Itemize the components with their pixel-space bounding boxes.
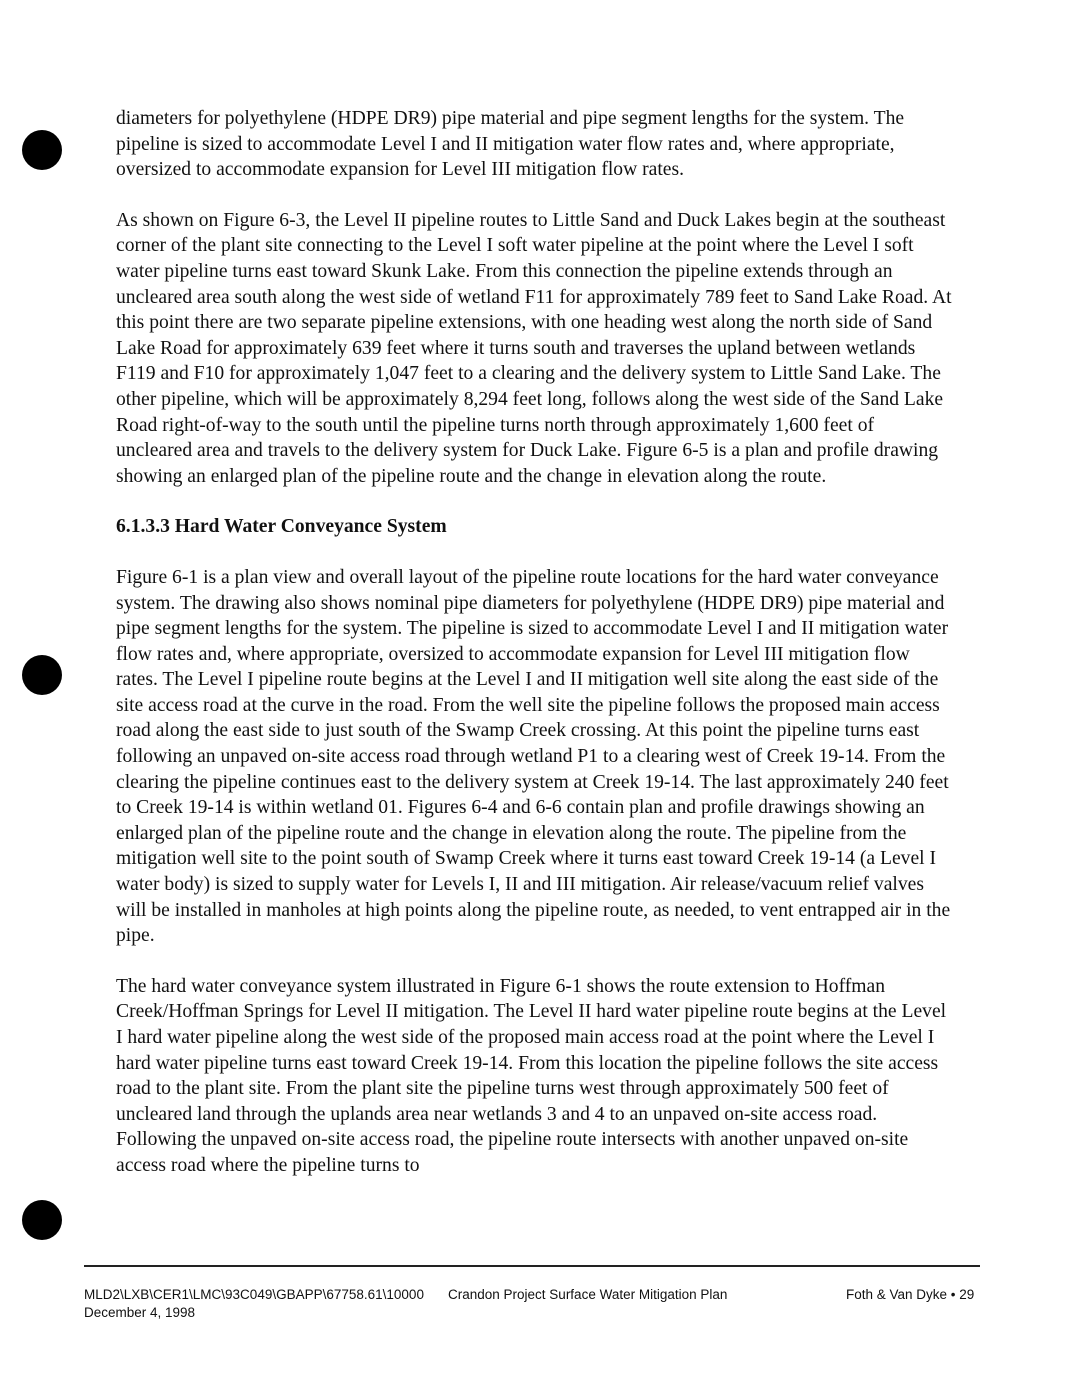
footer-date: December 4, 1998 <box>84 1305 196 1320</box>
section-heading: 6.1.3.3 Hard Water Conveyance System <box>116 516 447 538</box>
paragraph-continuation: diameters for polyethylene (HDPE DR9) pipe material and pipe segment lengths for the system. The pipeline is sized to accommodate Level I and II mitigation water flow rates and, where appropriate, oversized to accommodate expansion for Level III mitigation flow rates. <box>116 108 905 181</box>
footer-document-title: Crandon Project Surface Water Mitigation Plan <box>448 1287 728 1302</box>
footer-left <box>84 1286 424 1322</box>
document-body <box>116 106 952 1204</box>
binder-hole-bottom <box>22 1200 62 1240</box>
footer-divider <box>84 1265 980 1267</box>
binder-hole-middle <box>22 655 62 695</box>
footer-page-number: Foth & Van Dyke • 29 <box>846 1287 975 1302</box>
paragraph-hoffman-extension: The hard water conveyance system illustrated in Figure 6-1 shows the route extension to Hoffman Creek/Hoffman Springs for Level II mitigation. The Level II hard water pipeline route begins at the Level I hard water pipeline along the west side of the proposed main access road at the point where the Level I hard water pipeline turns east toward Creek 19-14. From this location the pipeline follows the site access road to the plant site. From the plant site the pipeline turns west through approximately 500 feet of uncleared land through the uplands area near wetlands 3 and 4 to an unpaved on-site access road. Following the unpaved on-site access road, the pipeline route intersects with another unpaved on-site access road where the pipeline turns to <box>116 975 947 1176</box>
paragraph-hard-water-layout: Figure 6-1 is a plan view and overall layout of the pipeline route locations for the hard water conveyance system. The drawing also shows nominal pipe diameters for polyethylene (HDPE DR9) pipe material and pipe segment lengths for the system. The pipeline is sized to accommodate Level I and II mitigation water flow rates and, where appropriate, oversized to accommodate expansion for Level III mitigation flow rates. The Level I pipeline route begins at the Level I and II mitigation well site along the east side of the site access road at the curve in the road. From the well site the pipeline follows the proposed main access road along the east side to just south of the Swamp Creek crossing. At this point the pipeline turns east following an unpaved on-site access road through wetland P1 to a clearing west of Creek 19-14. From the clearing the pipeline continues east to the delivery system at Creek 19-14. The last approximately 240 feet to Creek 19-14 is within wetland 01. Figures 6-4 and 6-6 contain plan and profile drawings showing an enlarged plan of the pipeline route and the change in elevation along the route. The pipeline from the mitigation well site to the point south of Swamp Creek where it turns east toward Creek 19-14 (a Level I water body) is sized to supply water for Levels I, II and III mitigation. Air release/vacuum relief valves will be installed in manholes at high points along the pipeline route, as needed, to vent entrapped air in the pipe. <box>116 566 951 947</box>
footer-file-path: MLD2\LXB\CER1\LMC\93C049\GBAPP\67758.61\10000 <box>84 1287 424 1302</box>
paragraph-level-ii-pipeline-routes: As shown on Figure 6-3, the Level II pipeline routes to Little Sand and Duck Lakes begin at the southeast corner of the plant site connecting to the Level I soft water pipeline at the point where the Level I soft water pipeline turns east toward Skunk Lake. From this connection the pipeline extends through an uncleared area south along the west side of wetland F11 for approximately 789 feet to Sand Lake Road. At this point there are two separate pipeline extensions, with one heading west along the north side of Sand Lake Road for approximately 639 feet where it turns south and traverses the upland between wetlands F119 and F10 for approximately 1,047 feet to a clearing and the delivery system to Little Sand Lake. The other pipeline, which will be approximately 8,294 feet long, follows along the west side of the Sand Lake Road right-of-way to the south until the pipeline turns north through approximately 1,600 feet of uncleared area and travels to the delivery system for Duck Lake. Figure 6-5 is a plan and profile drawing showing an enlarged plan of the pipeline route and the change in elevation along the route. <box>116 209 952 487</box>
binder-hole-top <box>22 130 62 170</box>
